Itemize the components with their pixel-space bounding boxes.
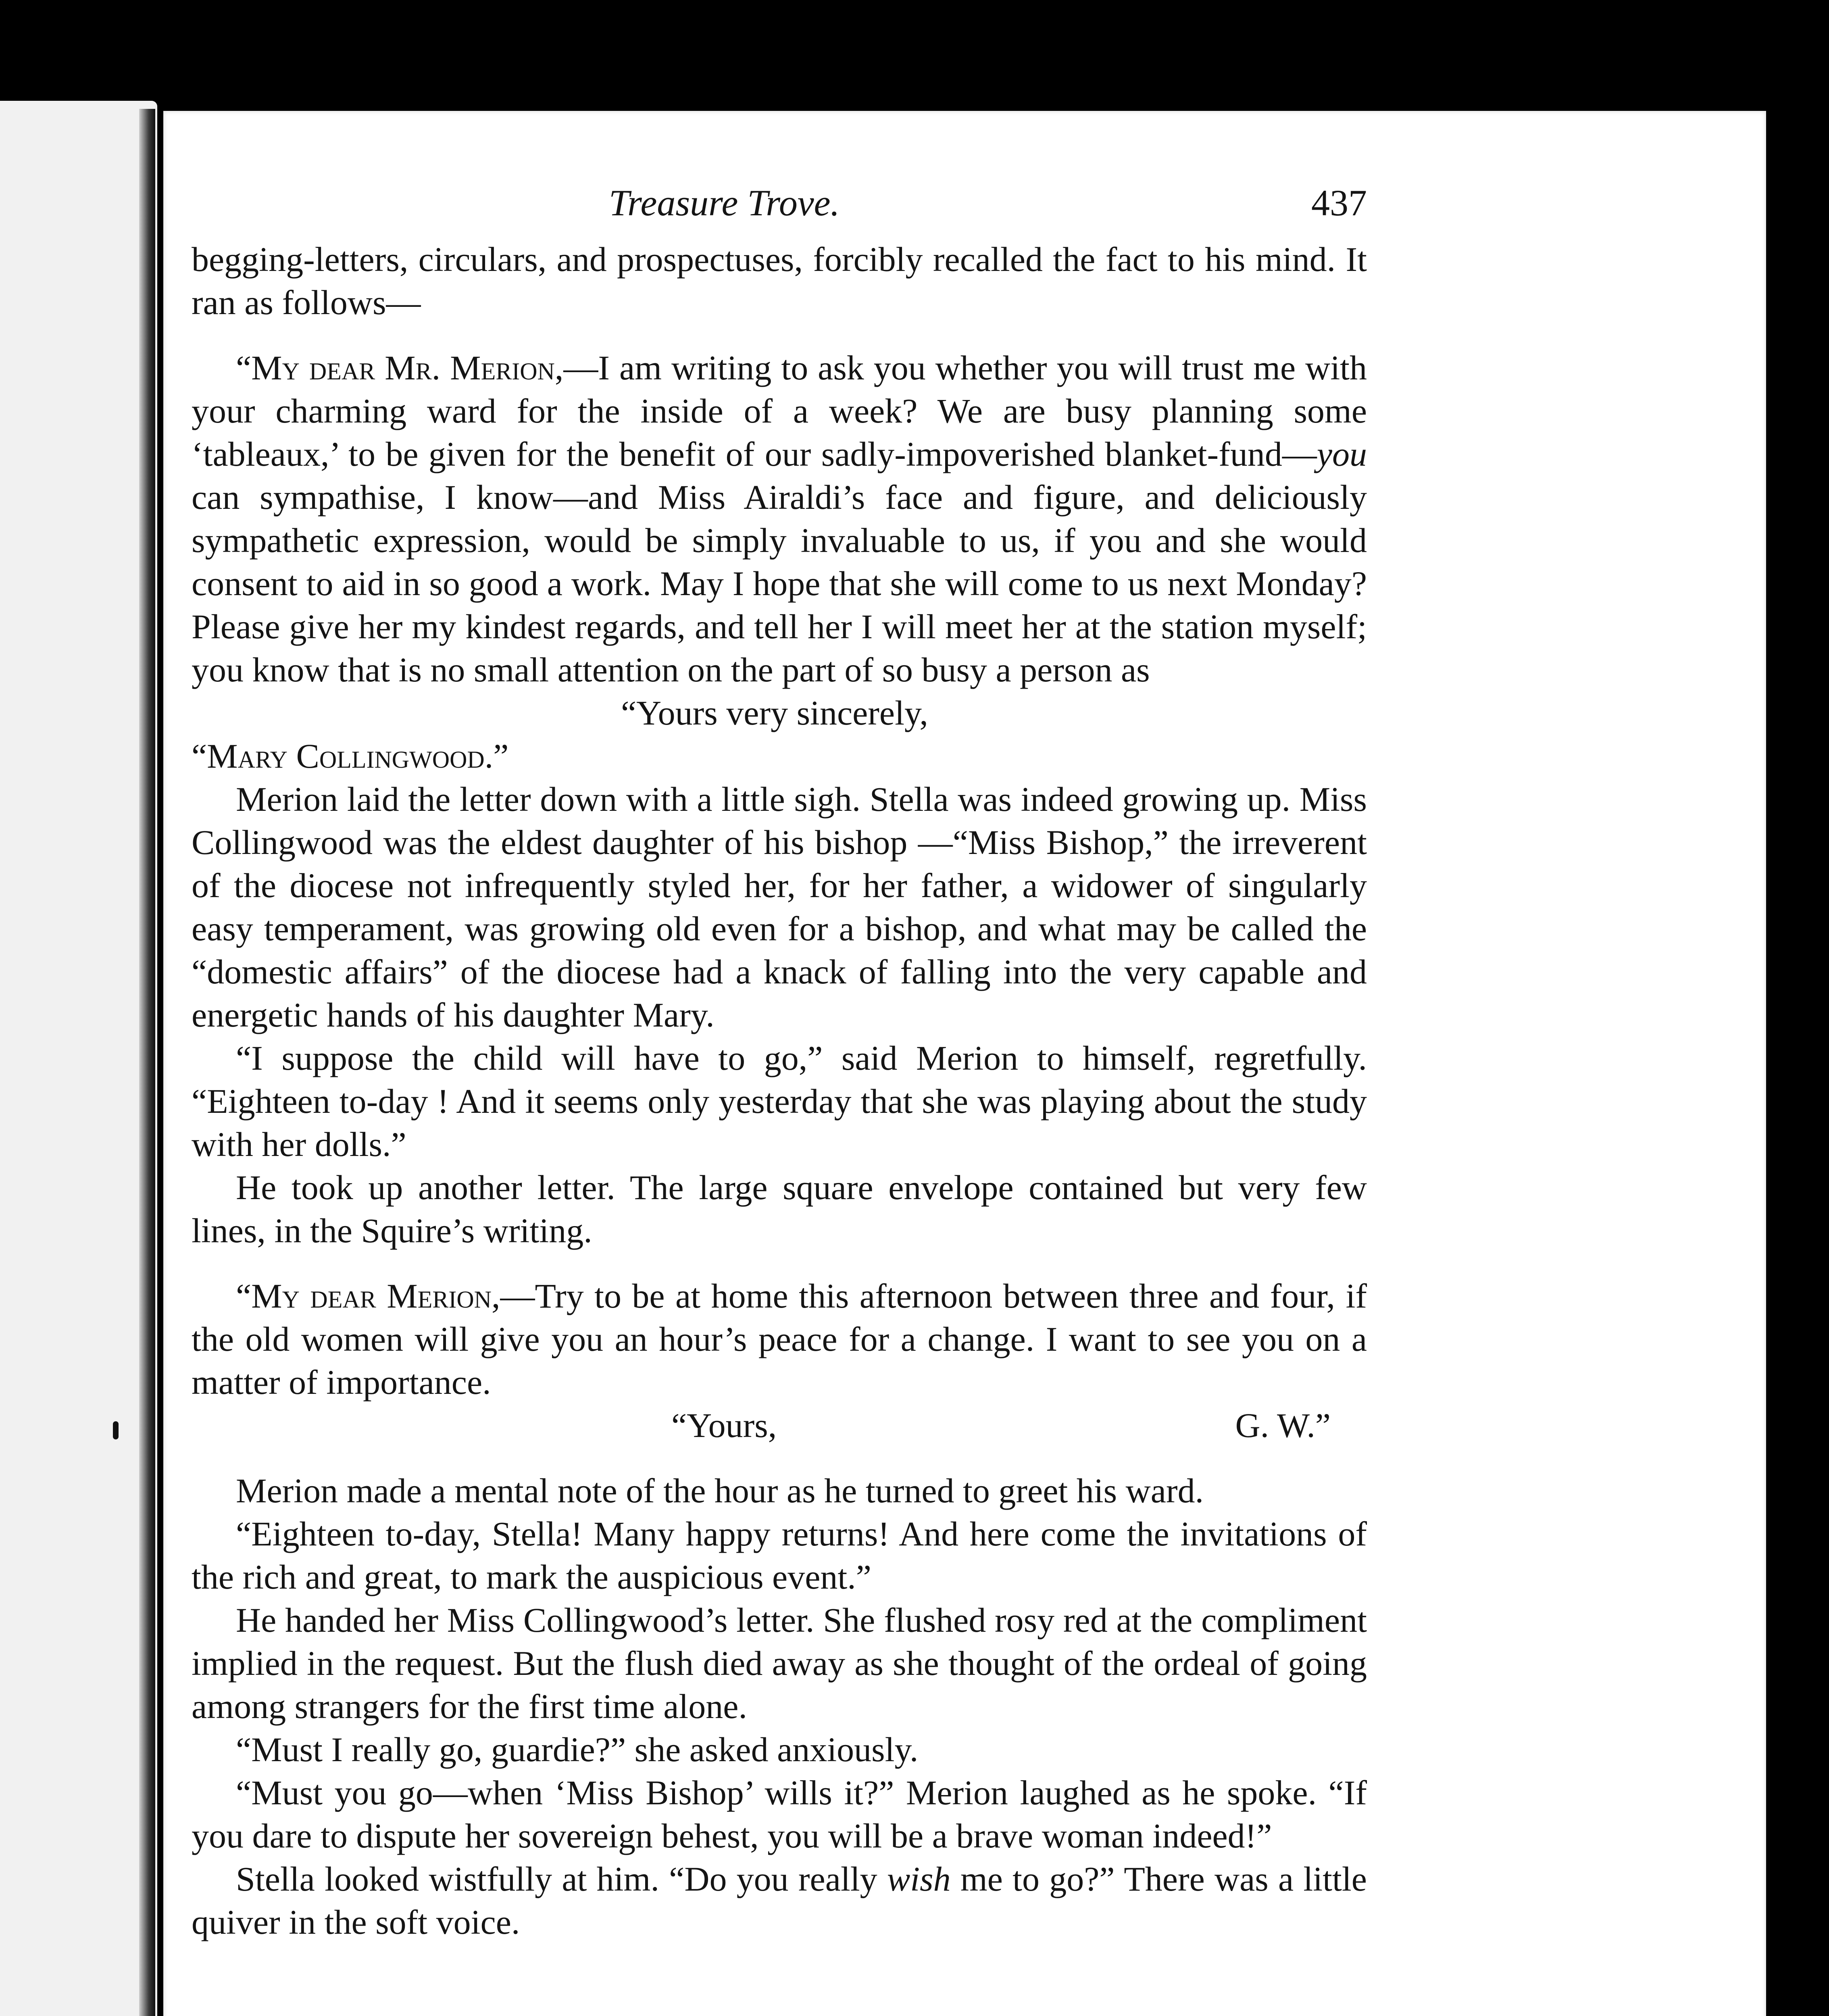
letter-text: —Try to be at home this afternoon between three and four, if the old women will give you an hour’s peace for a change. I want to see you on a matter of importance. [192, 1277, 1367, 1402]
letter-salutation: “My dear Mr. Merion, [236, 348, 564, 387]
paragraph: Merion laid the letter down with a little sigh. Stella was indeed growing up. Miss Collingwood was the eldest daughter of his bishop —“Miss Bishop,” the irreverent of the diocese not infrequently styled her, for her father, a widower of singularly easy temperament, was growing old even for a bishop, and what may be called the “domestic affairs” of the diocese had a knack of falling into the very capable and energetic hands of his daughter Mary. [192, 780, 1367, 1034]
letter-text: can sympathise, I know—and Miss Airaldi’s face and figure, and deliciously sympathetic expression, would be simply invaluable to us, if you and she would consent to aid in so good a work. May I hope that she will come to us next Monday? Please give her my kindest regards, and tell her I will meet her at the station myself; you know that is no small attention on the part of so busy a person as [192, 478, 1367, 689]
paragraph: Merion made a mental note of the hour as he turned to greet his ward. [236, 1471, 1204, 1510]
letter-salutation: “My dear Merion, [236, 1277, 500, 1315]
paragraph: “I suppose the child will have to go,” said Merion to himself, regretfully. “Eighteen to-day ! And it seems only yesterday that she was playing about the study with her dolls.” [192, 1039, 1367, 1164]
letter-paragraph [192, 346, 1367, 691]
letter-closing: “Yours very sincerely, [621, 694, 928, 732]
letter-signature: G. W.” [1235, 1406, 1331, 1445]
paragraph: “Eighteen to-day, Stella! Many happy returns! And here come the invitations of the rich and great, to mark the auspicious event.” [192, 1514, 1367, 1596]
page-number: 437 [1311, 182, 1367, 223]
letter-closing-row [192, 1404, 1367, 1447]
book-gutter [139, 109, 155, 2016]
paragraph-text: Stella looked wistfully at him. “Do you really [236, 1860, 887, 1898]
paragraph: He handed her Miss Collingwood’s letter. She flushed rosy red at the compliment implied in the request. But the flush died away as she thought of the ordeal of going among strangers for the first time alone. [192, 1601, 1367, 1726]
letter-signature: “Mary Collingwood.” [192, 737, 509, 775]
left-page-edge [0, 101, 157, 2016]
paragraph: “Must you go—when ‘Miss Bishop’ wills it?” Merion laughed as he spoke. “If you dare to dispute her sovereign behest, you will be a brave woman indeed!” [192, 1773, 1367, 1855]
margin-mark [113, 1421, 119, 1439]
paragraph [192, 1858, 1367, 1944]
letter-paragraph [192, 1275, 1367, 1404]
emphasis: wish [887, 1860, 951, 1898]
page-text [192, 181, 1367, 1944]
paragraph: He took up another letter. The large square envelope contained but very few lines, in the Squire’s writing. [192, 1168, 1367, 1250]
letter-closing: “Yours, [671, 1406, 777, 1445]
letter-text: —I am writing to ask you whether you will trust me with your charming ward for the inside of a week? We are busy planning some ‘tableaux,’ to be given for the benefit of our sadly-impoverished blanket-fund— [192, 348, 1367, 473]
page-header [192, 181, 1367, 238]
paragraph: “Must I really go, guardie?” she asked anxiously. [236, 1730, 919, 1769]
paragraph: begging-letters, circulars, and prospectuses, forcibly recalled the fact to his mind. It ran as follows— [192, 240, 1367, 322]
running-head: Treasure Trove. [609, 182, 840, 223]
emphasis: you [1317, 435, 1367, 473]
paragraph-text: me to go?” There was a little quiver in the soft voice. [192, 1860, 1367, 1941]
